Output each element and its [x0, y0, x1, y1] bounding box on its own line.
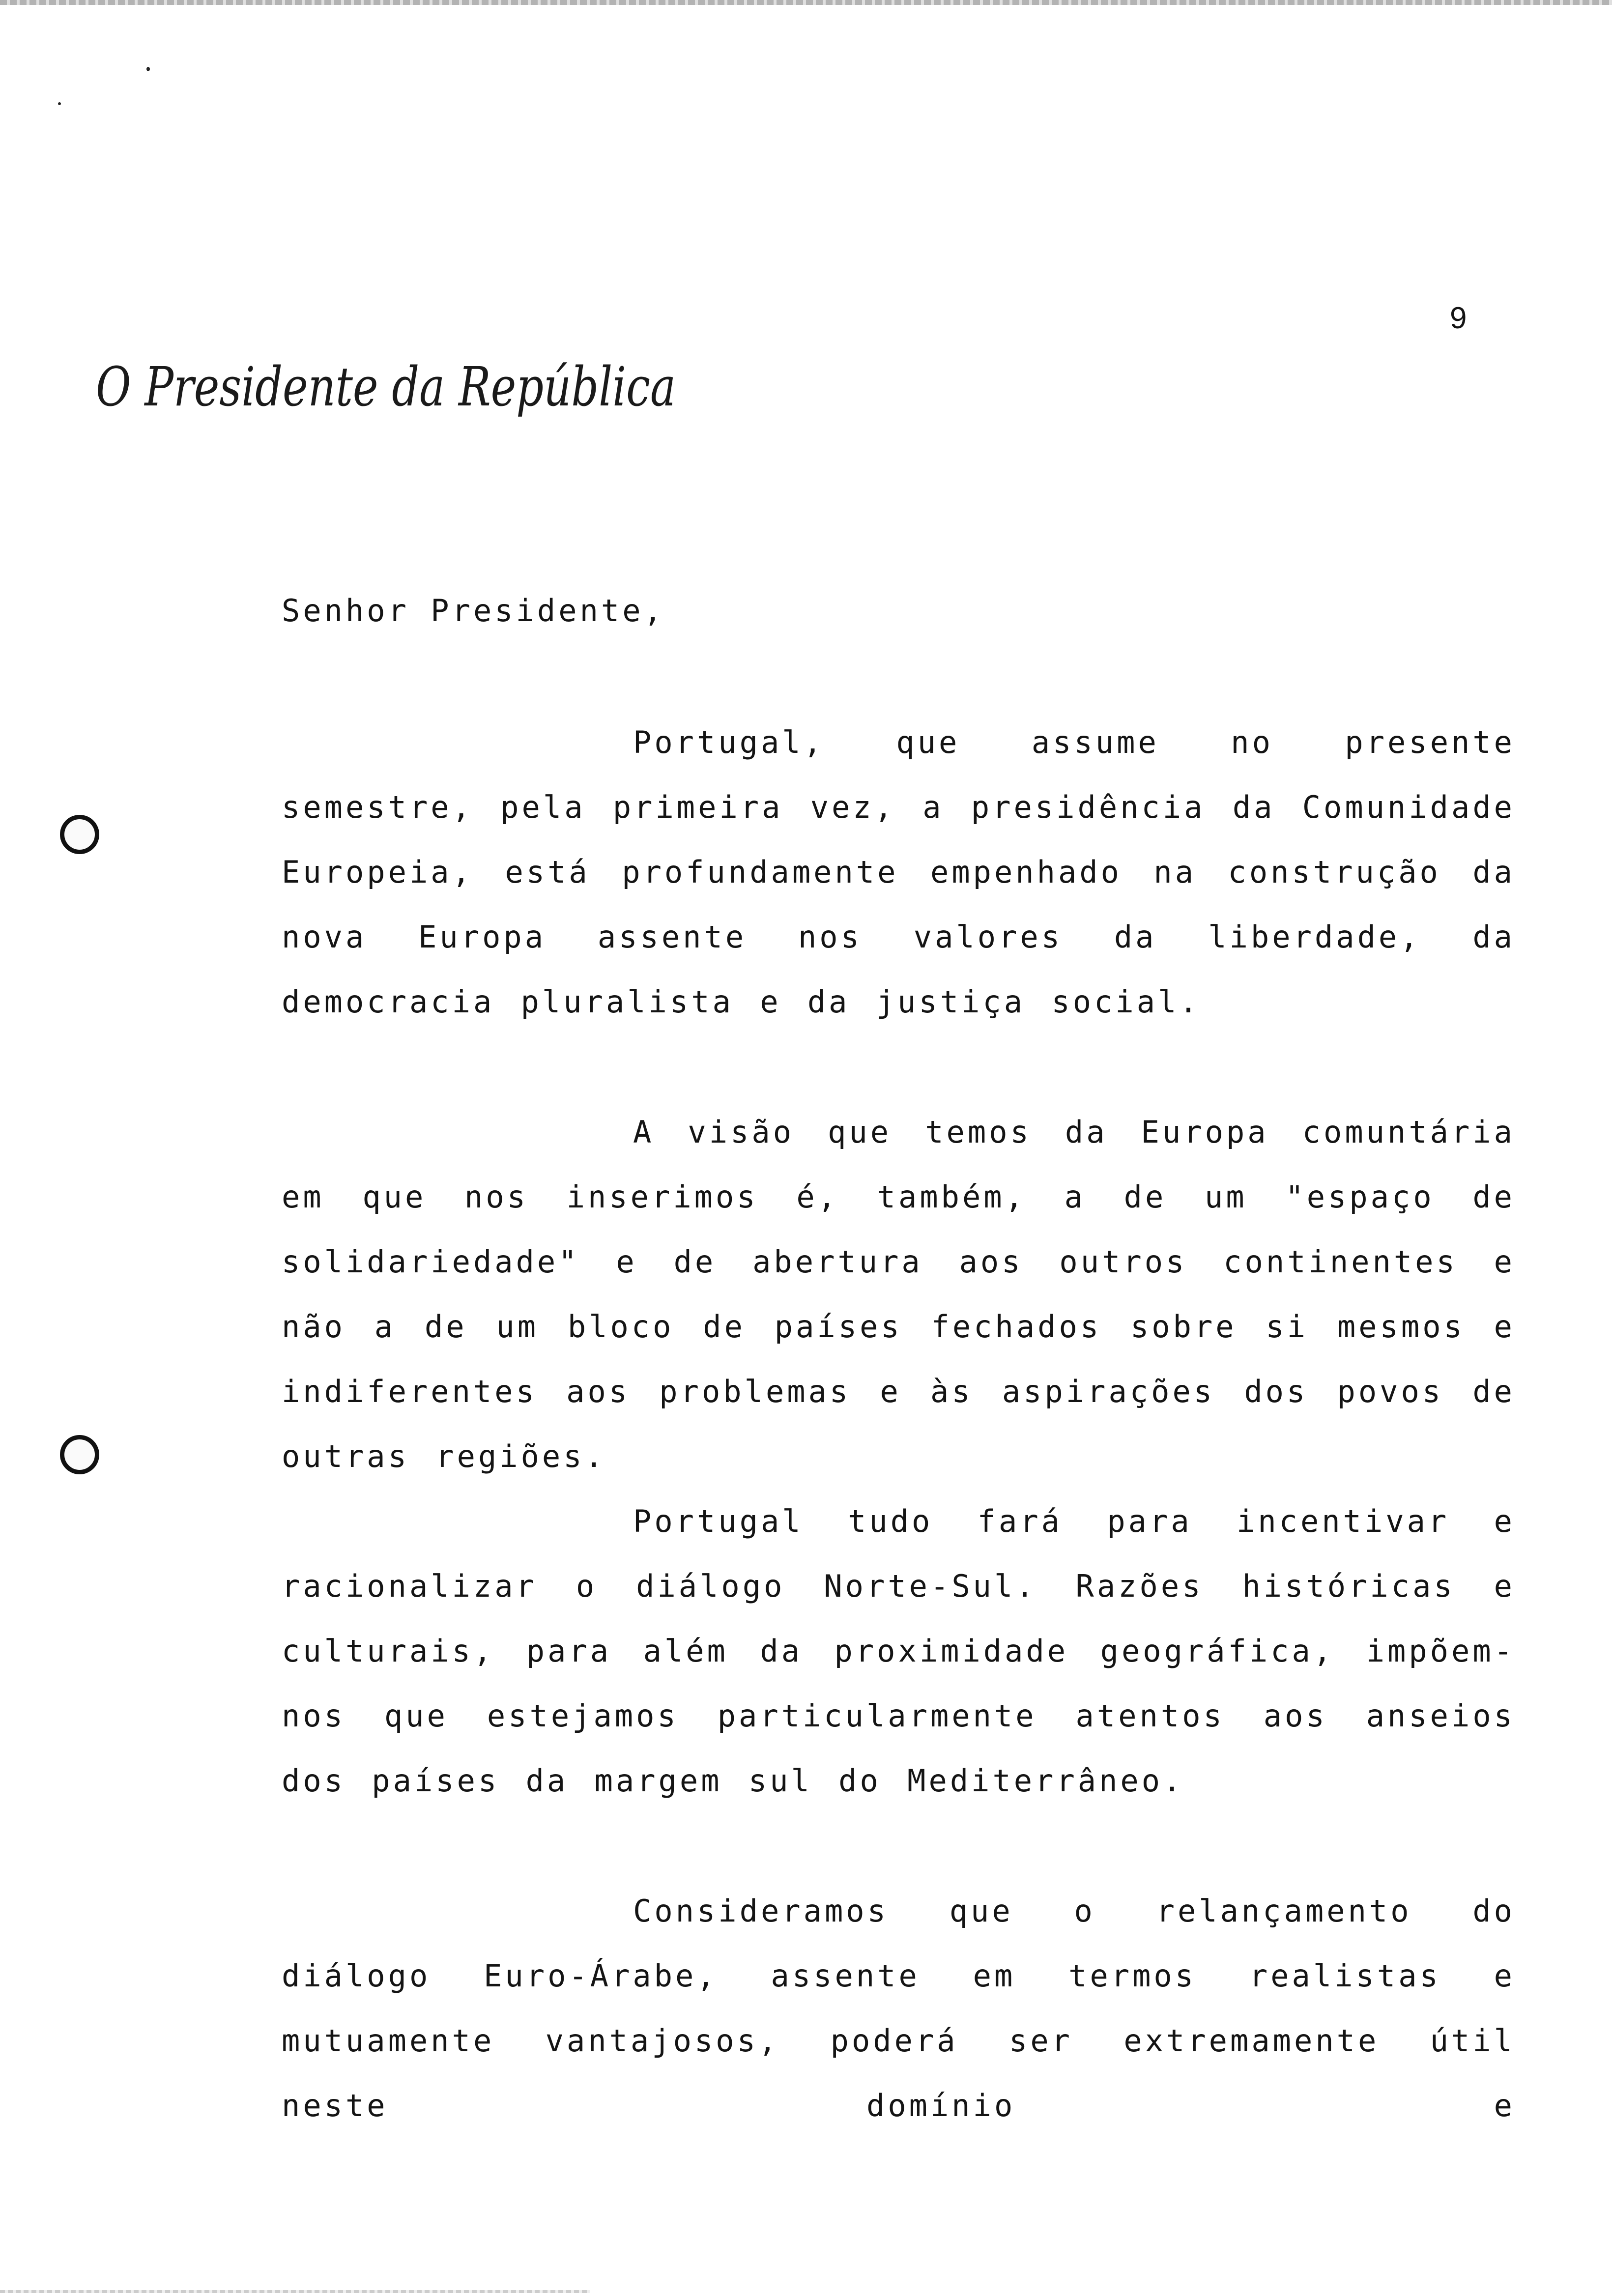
punch-hole	[60, 815, 99, 854]
punch-hole	[60, 1435, 99, 1474]
scan-speck	[146, 67, 150, 71]
scan-speck	[58, 102, 61, 105]
paragraph: Consideramos que o relançamento do diálogo Euro-Árabe, assente em termos realistas e mutuamente vantajosos, poderá ser extremamente útil neste domínio e	[282, 1893, 1515, 2124]
paragraph: Portugal, que assume no presente semestre, pela primeira vez, a presidência da Comunidade Europeia, está profundamente empenhado na construção da nova Europa assente nos valores da liberdade, da democracia pluralista e da justiça social.	[282, 724, 1515, 1020]
scan-top-edge	[0, 0, 1612, 5]
letterhead-text: O Presidente da República	[96, 355, 676, 418]
letterhead-script	[96, 344, 686, 447]
letterhead	[96, 344, 686, 447]
page-number: 9	[1450, 301, 1467, 335]
paragraph: Portugal tudo fará para incentivar e racionalizar o diálogo Norte-Sul. Razões históricas e culturais, para além da proximidade geográfica, impõem-nos que estejamos particularmente atentos aos anseios dos países da margem sul do Mediterrâneo.	[282, 1503, 1515, 1799]
scan-bottom-edge	[0, 2290, 590, 2293]
paragraph: A visão que temos da Europa comuntária em que nos inserimos é, também, a de um "espaço de solidariedade" e de abertura aos outros continentes e não a de um bloco de países fechados sobre si mesmos e indiferentes aos problemas e às aspirações dos povos de outras regiões.	[282, 1114, 1515, 1474]
salutation: Senhor Presidente,	[282, 593, 665, 629]
